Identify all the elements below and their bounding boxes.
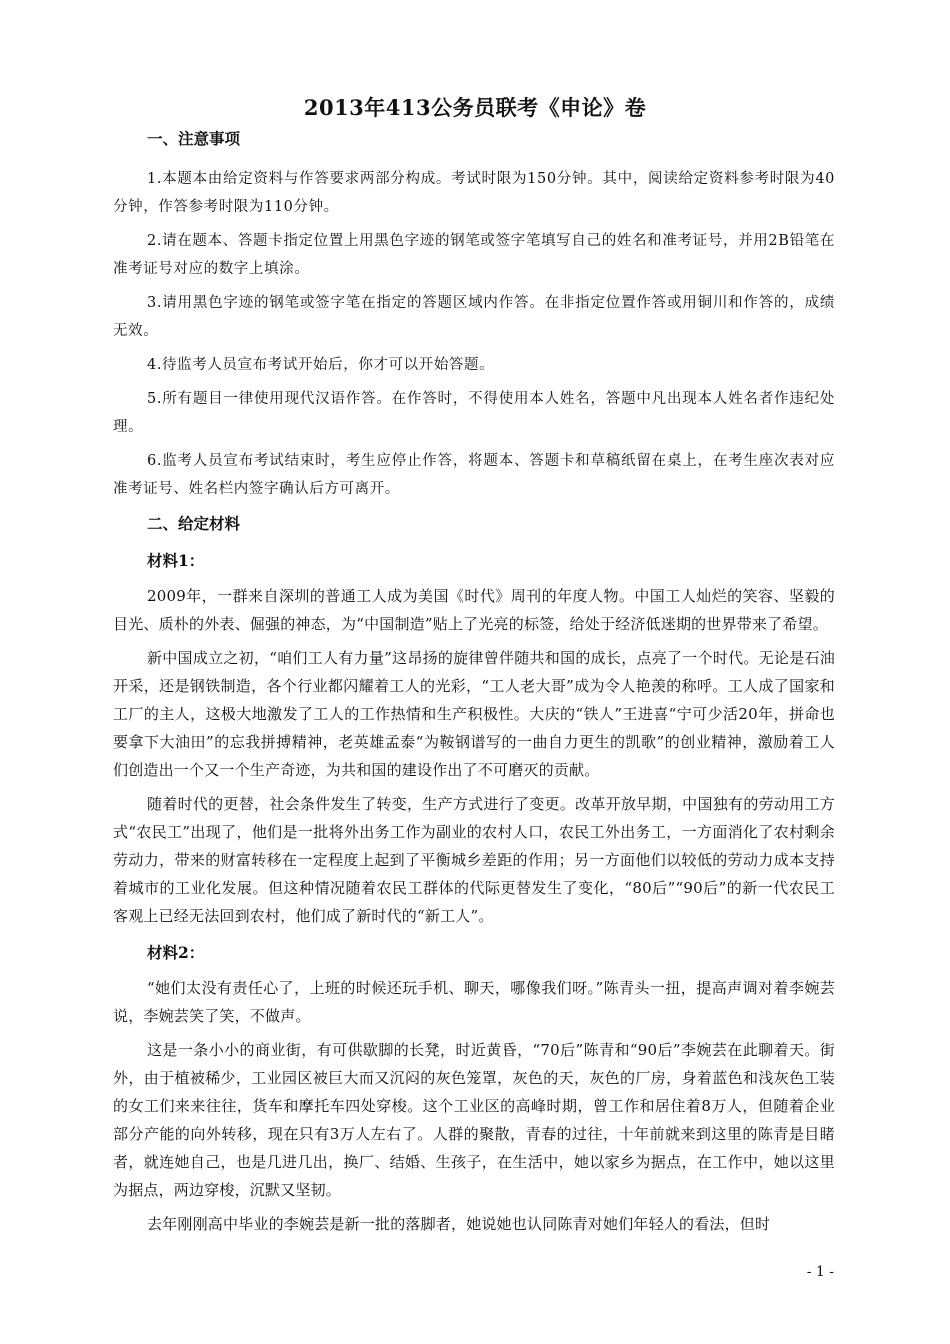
section-heading-materials: 二、给定材料 bbox=[147, 514, 241, 533]
notice-item: 2.请在题本、答题卡指定位置上用黑色字迹的钢笔或签字笔填写自己的姓名和准考证号，并用2B铅笔在准考证号对应的数字上填涂。 bbox=[113, 233, 835, 277]
notice-item: 3.请用黑色字迹的钢笔或签字笔在指定的答题区域内作答。在非指定位置作答或用铜川和作答的，成绩无效。 bbox=[113, 295, 835, 339]
document-body bbox=[113, 128, 835, 1244]
notice-item: 4.待监考人员宣布考试开始后，你才可以开始答题。 bbox=[147, 357, 495, 373]
material-paragraph: 去年刚刚高中毕业的李婉芸是新一批的落脚者，她说她也认同陈青对她们年轻人的看法，但时 bbox=[147, 1215, 771, 1233]
notice-item: 6.监考人员宣布考试结束时，考生应停止作答，将题本、答题卡和草稿纸留在桌上，在考生座次表对应准考证号、姓名栏内签字确认后方可离开。 bbox=[113, 453, 835, 497]
material-paragraph: 2009年，一群来自深圳的普通工人成为美国《时代》周刊的年度人物。中国工人灿烂的笑容、坚毅的目光、质朴的外表、倔强的神态，为“中国制造”贴上了光亮的标签，给处于经济低迷期的世界带来了希望。 bbox=[113, 587, 835, 633]
material-1-label: 材料1： bbox=[147, 551, 205, 570]
page-number: - 1 - bbox=[806, 1264, 834, 1280]
notice-item: 1.本题本由给定资料与作答要求两部分构成。考试时限为150分钟。其中，阅读给定资料参考时限为40分钟，作答参考时限为110分钟。 bbox=[113, 171, 835, 215]
material-paragraph: 随着时代的更替，社会条件发生了转变，生产方式进行了变更。改革开放早期，中国独有的劳动用工方式“农民工”出现了，他们是一批将外出务工作为副业的农村人口，农民工外出务工，一方面消化了农村剩余劳动力，带来的财富转移在一定程度上起到了平衡城乡差距的作用；另一方面他们以较低的劳动力成本支持着城市的工业化发展。但这种情况随着农民工群体的代际更替发生了变化，“80后”“90后”的新一代农民工客观上已经无法回到农村，他们成了新时代的“新工人”。 bbox=[113, 795, 835, 925]
notice-item: 5.所有题目一律使用现代汉语作答。在作答时，不得使用本人姓名，答题中凡出现本人姓名者作违纪处理。 bbox=[113, 391, 835, 435]
material-2-label: 材料2： bbox=[147, 943, 205, 962]
material-paragraph: 新中国成立之初，“咱们工人有力量”这昂扬的旋律曾伴随共和国的成长，点亮了一个时代。无论是石油开采，还是钢铁制造，各个行业都闪耀着工人的光彩，“工人老大哥”成为令人艳羡的称呼。工人成了国家和工厂的主人，这极大地激发了工人的工作热情和生产积极性。大庆的“铁人”王进喜“宁可少活20年，拼命也要拿下大油田”的忘我拼搏精神，老英雄孟泰“为鞍钢谱写的一曲自力更生的凯歌”的创业精神，激励着工人们创造出一个又一个生产奇迹，为共和国的建设作出了不可磨灭的贡献。 bbox=[113, 649, 835, 779]
document-title: 2013年413公务员联考《申论》卷 bbox=[303, 95, 647, 120]
material-paragraph: 这是一条小小的商业街，有可供歇脚的长凳，时近黄昏，“70后”陈青和“90后”李婉芸在此聊着天。街外，由于植被稀少，工业园区被巨大而又沉闷的灰色笼罩，灰色的天，灰色的厂房，身着蓝色和浅灰色工装的女工们来来往往，货车和摩托车四处穿梭。这个工业区的高峰时期，曾工作和居住着8万人，但随着企业部分产能的向外转移，现在只有3万人左右了。人群的聚散，青春的过往，十年前就来到这里的陈青是目睹者，就连她自己，也是几进几出，换厂、结婚、生孩子，在生活中，她以家乡为据点，在工作中，她以这里为据点，两边穿梭，沉默又坚韧。 bbox=[113, 1041, 835, 1199]
material-paragraph: “她们太没有责任心了，上班的时候还玩手机、聊天，哪像我们呀。”陈青头一扭，提高声调对着李婉芸说，李婉芸笑了笑，不做声。 bbox=[113, 979, 835, 1025]
section-heading-notice: 一、注意事项 bbox=[147, 129, 241, 148]
